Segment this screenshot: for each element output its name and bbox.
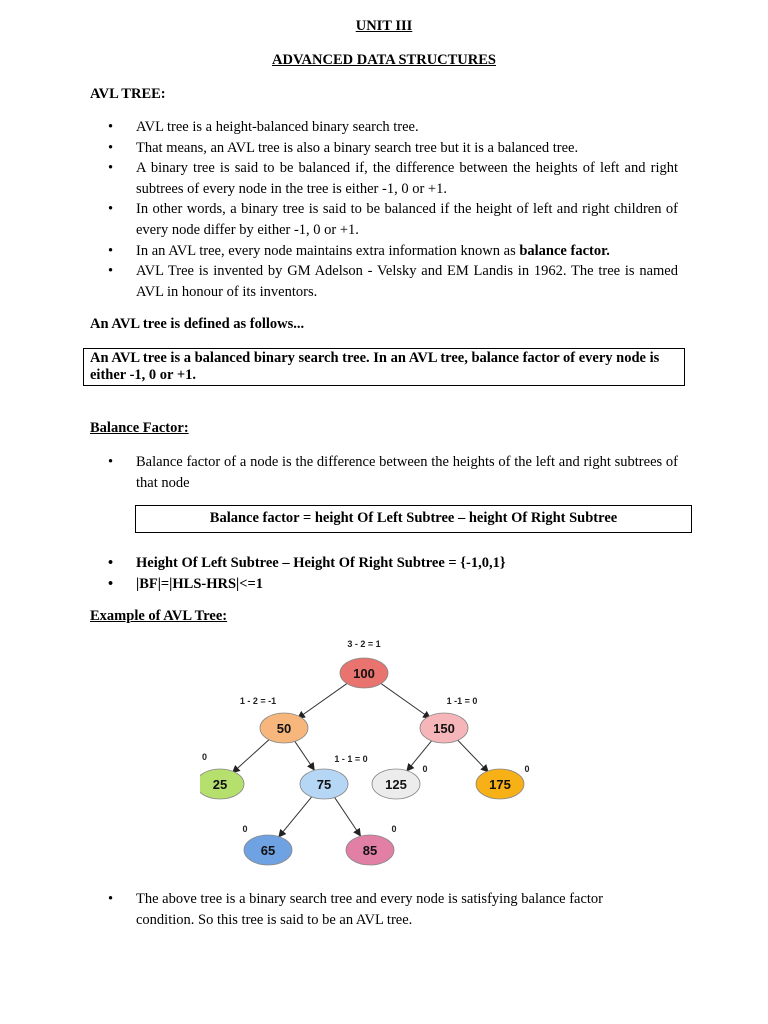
tree-node-150 bbox=[420, 713, 468, 743]
list-item-text: |BF|=|HLS-HRS|<=1 bbox=[136, 575, 263, 592]
definition-box bbox=[83, 348, 685, 386]
tree-node-label: 65 bbox=[260, 843, 276, 858]
tree-node-label: 75 bbox=[316, 777, 332, 792]
tree-edge-100-50 bbox=[298, 682, 349, 718]
bullet: • bbox=[108, 242, 114, 259]
balance-factor-heading: Balance Factor: bbox=[90, 420, 189, 436]
formula-box bbox=[135, 505, 692, 533]
tree-node-100 bbox=[340, 658, 388, 688]
balance-factor-label-100: 3 - 2 = 1 bbox=[347, 639, 381, 649]
balance-factor-term: balance factor. bbox=[519, 242, 610, 259]
bullet: • bbox=[108, 575, 114, 592]
definition-text: An AVL tree is a balanced binary search tree. In an AVL tree, balance factor of every node is either -1, 0 or +1. bbox=[90, 350, 660, 383]
list-item bbox=[108, 452, 678, 493]
tree-node-label: 150 bbox=[433, 721, 455, 736]
list-item-text: In an AVL tree, every node maintains extra information known as bbox=[136, 242, 520, 259]
list-item-text: That means, an AVL tree is also a binary search tree but it is a balanced tree. bbox=[136, 139, 579, 156]
list-item-text: A binary tree is said to be balanced if, the difference between the heights of left and right subtrees of every node in the tree is either -1, 0 or +1. bbox=[136, 160, 678, 197]
balance-factor-label-150: 1 -1 = 0 bbox=[446, 696, 478, 706]
tree-node-label: 125 bbox=[385, 777, 407, 792]
formula-text: Balance factor = height Of Left Subtree – height Of Right Subtree bbox=[209, 510, 618, 526]
bf-points-list bbox=[108, 452, 678, 493]
balance-factor-label-75: 1 - 1 = 0 bbox=[334, 754, 368, 764]
list-item bbox=[108, 553, 678, 574]
tree-edge-150-125 bbox=[407, 740, 432, 771]
list-item bbox=[108, 199, 678, 240]
tree-edge-100-150 bbox=[379, 682, 430, 718]
list-item-text: Balance factor of a node is the difference between the heights of the left and right subtrees of that node bbox=[136, 454, 678, 491]
tree-edge-75-85 bbox=[334, 797, 360, 836]
tree-node-label: 175 bbox=[489, 777, 511, 792]
conclusion-list bbox=[108, 889, 648, 930]
avl-heading: AVL TREE: bbox=[90, 86, 166, 102]
bullet: • bbox=[108, 555, 114, 571]
list-item bbox=[108, 241, 678, 262]
bullet: • bbox=[108, 160, 114, 177]
tree-edge-75-65 bbox=[279, 796, 312, 837]
bullet: • bbox=[108, 891, 114, 907]
tree-edge-50-25 bbox=[233, 738, 271, 772]
tree-node-label: 25 bbox=[212, 777, 228, 792]
tree-node-label: 50 bbox=[276, 721, 292, 736]
tree-edge-50-75 bbox=[294, 741, 314, 770]
example-heading: Example of AVL Tree: bbox=[90, 608, 228, 624]
list-item bbox=[108, 117, 678, 138]
defined-heading: An AVL tree is defined as follows... bbox=[90, 316, 305, 332]
bullet: • bbox=[108, 201, 114, 218]
tree-node-175 bbox=[476, 769, 524, 799]
balance-factor-label-85: 0 bbox=[391, 824, 397, 834]
balance-factor-label-65: 0 bbox=[242, 824, 248, 834]
list-item-text: In other words, a binary tree is said to be balanced if the height of left and right children of every node differ by either -1, 0 or +1. bbox=[136, 201, 678, 238]
list-item bbox=[108, 138, 678, 159]
list-item-text: Height Of Left Subtree – Height Of Right Subtree = {-1,0,1} bbox=[136, 555, 506, 571]
bf-rules-list bbox=[108, 553, 678, 594]
tree-node-85 bbox=[346, 835, 394, 865]
avl-tree-diagram bbox=[200, 636, 540, 870]
list-item bbox=[108, 889, 648, 930]
list-item-text: AVL tree is a height-balanced binary search tree. bbox=[136, 119, 419, 135]
bullet: • bbox=[108, 139, 114, 156]
tree-edge-150-175 bbox=[457, 739, 488, 772]
list-item bbox=[108, 261, 678, 302]
balance-factor-label-25: 0 bbox=[202, 752, 208, 762]
section-title: ADVANCED DATA STRUCTURES bbox=[272, 52, 496, 68]
tree-node-50 bbox=[260, 713, 308, 743]
tree-node-label: 85 bbox=[362, 843, 378, 858]
tree-node-65 bbox=[244, 835, 292, 865]
avl-points-list bbox=[108, 117, 678, 302]
tree-node-75 bbox=[300, 769, 348, 799]
list-item bbox=[108, 158, 678, 199]
list-item-text: The above tree is a binary search tree and every node is satisfying balance factor condition. So this tree is said to be an AVL tree. bbox=[136, 891, 604, 928]
bullet: • bbox=[108, 454, 114, 470]
tree-node-125 bbox=[372, 769, 420, 799]
balance-factor-label-175: 0 bbox=[524, 764, 530, 774]
bullet: • bbox=[108, 119, 114, 135]
unit-title: UNIT III bbox=[355, 18, 413, 34]
tree-node-label: 100 bbox=[353, 666, 375, 681]
list-item-text: AVL Tree is invented by GM Adelson - Velsky and EM Landis in 1962. The tree is named AVL in honour of its inventors. bbox=[136, 263, 678, 300]
bullet: • bbox=[108, 263, 114, 280]
balance-factor-label-125: 0 bbox=[422, 764, 428, 774]
tree-node-25 bbox=[200, 769, 244, 799]
balance-factor-label-50: 1 - 2 = -1 bbox=[239, 696, 277, 706]
list-item bbox=[108, 574, 678, 595]
